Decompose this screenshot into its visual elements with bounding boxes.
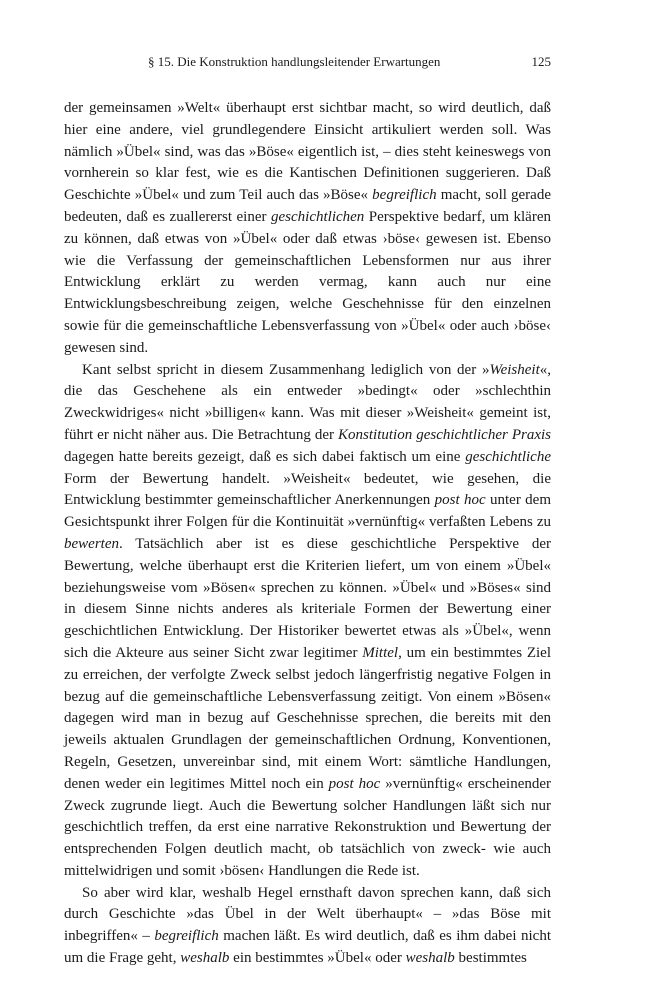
- text-run: . Tatsächlich aber ist es diese geschichtliche Perspektive der Bewertung, welche überhaupt erst die Kriterien liefert, um von einem »Übel« beziehungsweise vom »Bösen« sprechen zu können. »Übel« und »Böses« sind in diesem Sinne nichts anderes als kriteriale Formen der Bewertung einer geschichtlichen Entwicklung. Der Historiker bewertet etwas als »Übel«, wenn sich die Akteure aus seiner Sicht zwar legitimer: [64, 535, 551, 661]
- paragraph: [64, 883, 551, 970]
- italic-text: post hoc: [328, 775, 381, 792]
- text-run: »vernünftig« erscheinender Zweck zugrunde liegt. Auch die Bewertung solcher Handlungen läßt sich nur geschichtlich treffen, da erst eine narrative Rekonstruktion und Bewertung der entsprechenden Folgen deutlich macht, ob tatsächlich von zweck- wie auch mittelwidrigen und somit ›bösen‹ Handlungen die Rede ist.: [64, 775, 552, 879]
- book-page: [64, 52, 551, 970]
- text-run: ein bestimmtes »Übel« oder: [229, 950, 406, 967]
- text-run: dagegen hatte bereits gezeigt, daß es sich dabei faktisch um eine: [64, 448, 466, 465]
- text-run: der gemeinsamen »Welt« überhaupt erst sichtbar macht, so wird deutlich, daß hier eine andere, viel grundlegendere Einsicht artikuliert werden soll. Was nämlich »Übel« sind, was das »Böse« eigentlich ist, – dies steht keineswegs von vornherein so klar fest, wie es die Kantischen Definitionen suggerieren. Daß Geschichte »Übel« und zum Teil auch das »Böse«: [64, 100, 551, 204]
- page-number: 125: [531, 54, 551, 69]
- text-run: bestimmtes: [454, 950, 527, 967]
- italic-text: Mittel: [362, 644, 399, 661]
- italic-text: begreiflich: [372, 187, 437, 204]
- text-run: «, die das Geschehene als ein entweder »bedingt« oder »schlechthin Zweckwidriges« nicht »billigen« kann. Was mit dieser »Weisheit« gemeint ist, führt er nicht näher aus. Die Betrachtung der: [64, 361, 551, 443]
- text-run: So aber wird klar, weshalb Hegel ernsthaft davon sprechen kann, daß sich durch Geschichte »das Übel in der Welt überhaupt« – »das Böse mit inbegriffen« –: [64, 884, 551, 945]
- text-run: unter dem Gesichtspunkt ihrer Folgen für die Kontinuität »vernünftig« verfaßten Lebens zu: [64, 492, 551, 531]
- italic-text: weshalb: [405, 950, 455, 967]
- italic-text: begreiflich: [154, 928, 219, 945]
- italic-text: post hoc: [434, 492, 486, 509]
- paragraph: [64, 98, 551, 360]
- italic-text: Konstitution geschichtlicher Praxis: [338, 426, 551, 443]
- italic-text: weshalb: [180, 950, 230, 967]
- section-title: § 15. Die Konstruktion handlungsleitender Erwartungen: [148, 54, 441, 69]
- running-head: [64, 52, 551, 72]
- italic-text: geschichtliche: [465, 448, 551, 465]
- text-run: macht, soll gerade bedeuten, daß es zuallererst einer: [64, 187, 551, 225]
- italic-text: bewerten: [64, 535, 119, 552]
- text-run: Form der Bewertung handelt. »Weisheit« bedeutet, wie gesehen, die Entwicklung bestimmter gemeinschaftlicher Anerkennungen: [64, 470, 551, 509]
- italic-text: Weisheit: [489, 361, 540, 378]
- body-text: [64, 98, 551, 970]
- paragraph: [64, 360, 551, 883]
- text-run: machen läßt. Es wird deutlich, daß es ihm dabei nicht um die Frage geht,: [64, 928, 551, 967]
- text-run: , um ein bestimmtes Ziel zu erreichen, der verfolgte Zweck selbst jedoch längerfristig negative Folgen in bezug auf die gemeinschaftliche Lebensverfassung zeitigt. Von einem »Bösen« dagegen wird man in bezug auf Geschehnisse sprechen, die bereits mit den jeweils aktualen Grundlagen der gemeinschaftlichen Ordnung, Konventionen, Regeln, Gesetzen, unvereinbar sind, mit einem Wort: sämtliche Handlungen, denen weder ein legitimes Mittel noch ein: [64, 644, 551, 792]
- text-run: Kant selbst spricht in diesem Zusammenhang lediglich von der »: [82, 361, 490, 378]
- text-run: Perspektive bedarf, um klären zu können, daß etwas von »Übel« oder daß etwas ›böse‹ gewesen ist. Ebenso wie die Verfassung der gemeinschaftlichen Lebensformen nur aus ihrer Entwicklung erklärt zu werden vermag, kann auch nur eine Entwicklungsbeschreibung zeigen, welche Geschehnisse für den einzelnen sowie für die gemeinschaftliche Lebensverfassung von »Übel« oder auch ›böse‹ gewesen sind.: [64, 208, 551, 356]
- italic-text: geschichtlichen: [271, 208, 365, 225]
